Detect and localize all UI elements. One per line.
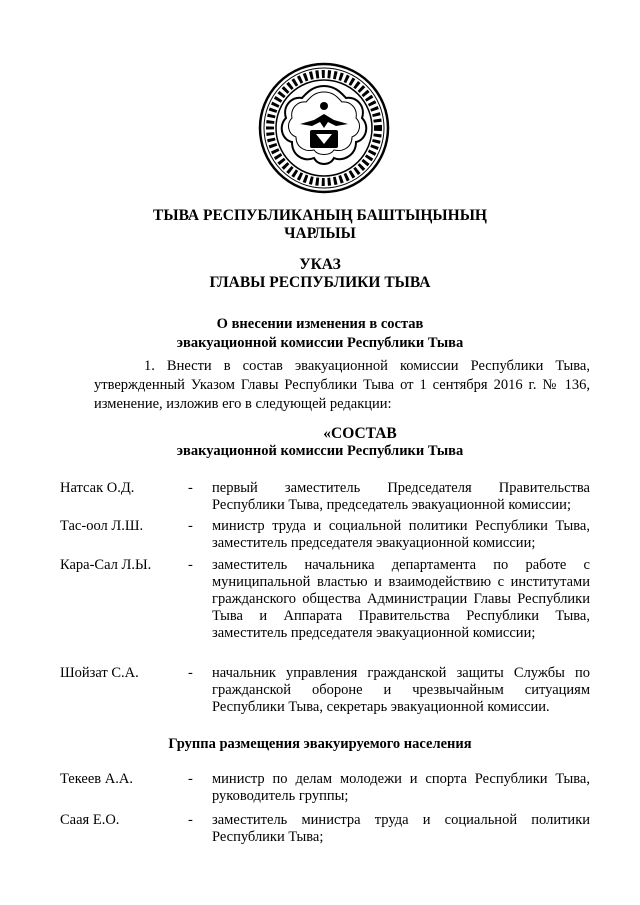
ukaz-subtitle: ГЛАВЫ РЕСПУБЛИКИ ТЫВА (209, 274, 431, 291)
member-role: заместитель начальника департамента по работе с муниципальной властью и взаимодействию с институтами гражданского общества Администрации Главы Республики Тыва и Аппарата Правительства Республики Тыва, заместитель председателя эвакуационной комиссии; (212, 557, 590, 641)
composition-title: «СОСТАВ (323, 425, 397, 442)
subject-line1: О внесении изменения в состав (216, 316, 424, 332)
member-dash: - (188, 665, 193, 681)
member-dash: - (188, 557, 193, 573)
member-dash: - (188, 480, 193, 496)
member-dash: - (188, 771, 193, 787)
member-role: первый заместитель Председателя Правительства Республики Тыва, председатель эвакуационной комиссии; (212, 480, 590, 513)
member-name: Текеев А.А. (60, 771, 133, 787)
ukaz-title: УКАЗ (299, 256, 341, 273)
body-paragraph (94, 357, 590, 414)
member-name: Шойзат С.А. (60, 665, 139, 681)
subject-line2: эвакуационной комиссии Республики Тыва (176, 335, 464, 351)
composition-subtitle: эвакуационной комиссии Республики Тыва (176, 443, 464, 459)
group-title: Группа размещения эвакуируемого населения (168, 736, 472, 752)
member-name: Натсак О.Д. (60, 480, 135, 496)
member-name: Тас-оол Л.Ш. (60, 518, 144, 534)
member-dash: - (188, 812, 193, 828)
member-role: начальник управления гражданской защиты Службы по гражданской обороне и чрезвычайным ситуациям Республики Тыва, секретарь эвакуационной комиссии. (212, 665, 590, 715)
member-role: заместитель министра труда и социальной политики Республики Тыва; (212, 812, 590, 845)
tuvan-title-line2: ЧАРЛЫЫ (284, 225, 356, 242)
member-name: Саая Е.О. (60, 812, 120, 828)
member-dash: - (188, 518, 193, 534)
member-role: министр по делам молодежи и спорта Республики Тыва, руководитель группы; (212, 771, 590, 804)
body-paragraph-text: 1. Внести в состав эвакуационной комиссии Республики Тыва, утвержденный Указом Главы Республики Тыва от 1 сентября 2016 г. № 136, изменение, изложив его в следующей редакции: (94, 358, 590, 412)
member-name: Кара-Сал Л.Ы. (60, 557, 152, 573)
member-role: министр труда и социальной политики Республики Тыва, заместитель председателя эвакуационной комиссии; (212, 518, 590, 551)
tuvan-title-line1: ТЫВА РЕСПУБЛИКАНЫҢ БАШТЫҢЫНЫҢ (153, 207, 487, 224)
coat-of-arms-emblem (258, 62, 390, 194)
